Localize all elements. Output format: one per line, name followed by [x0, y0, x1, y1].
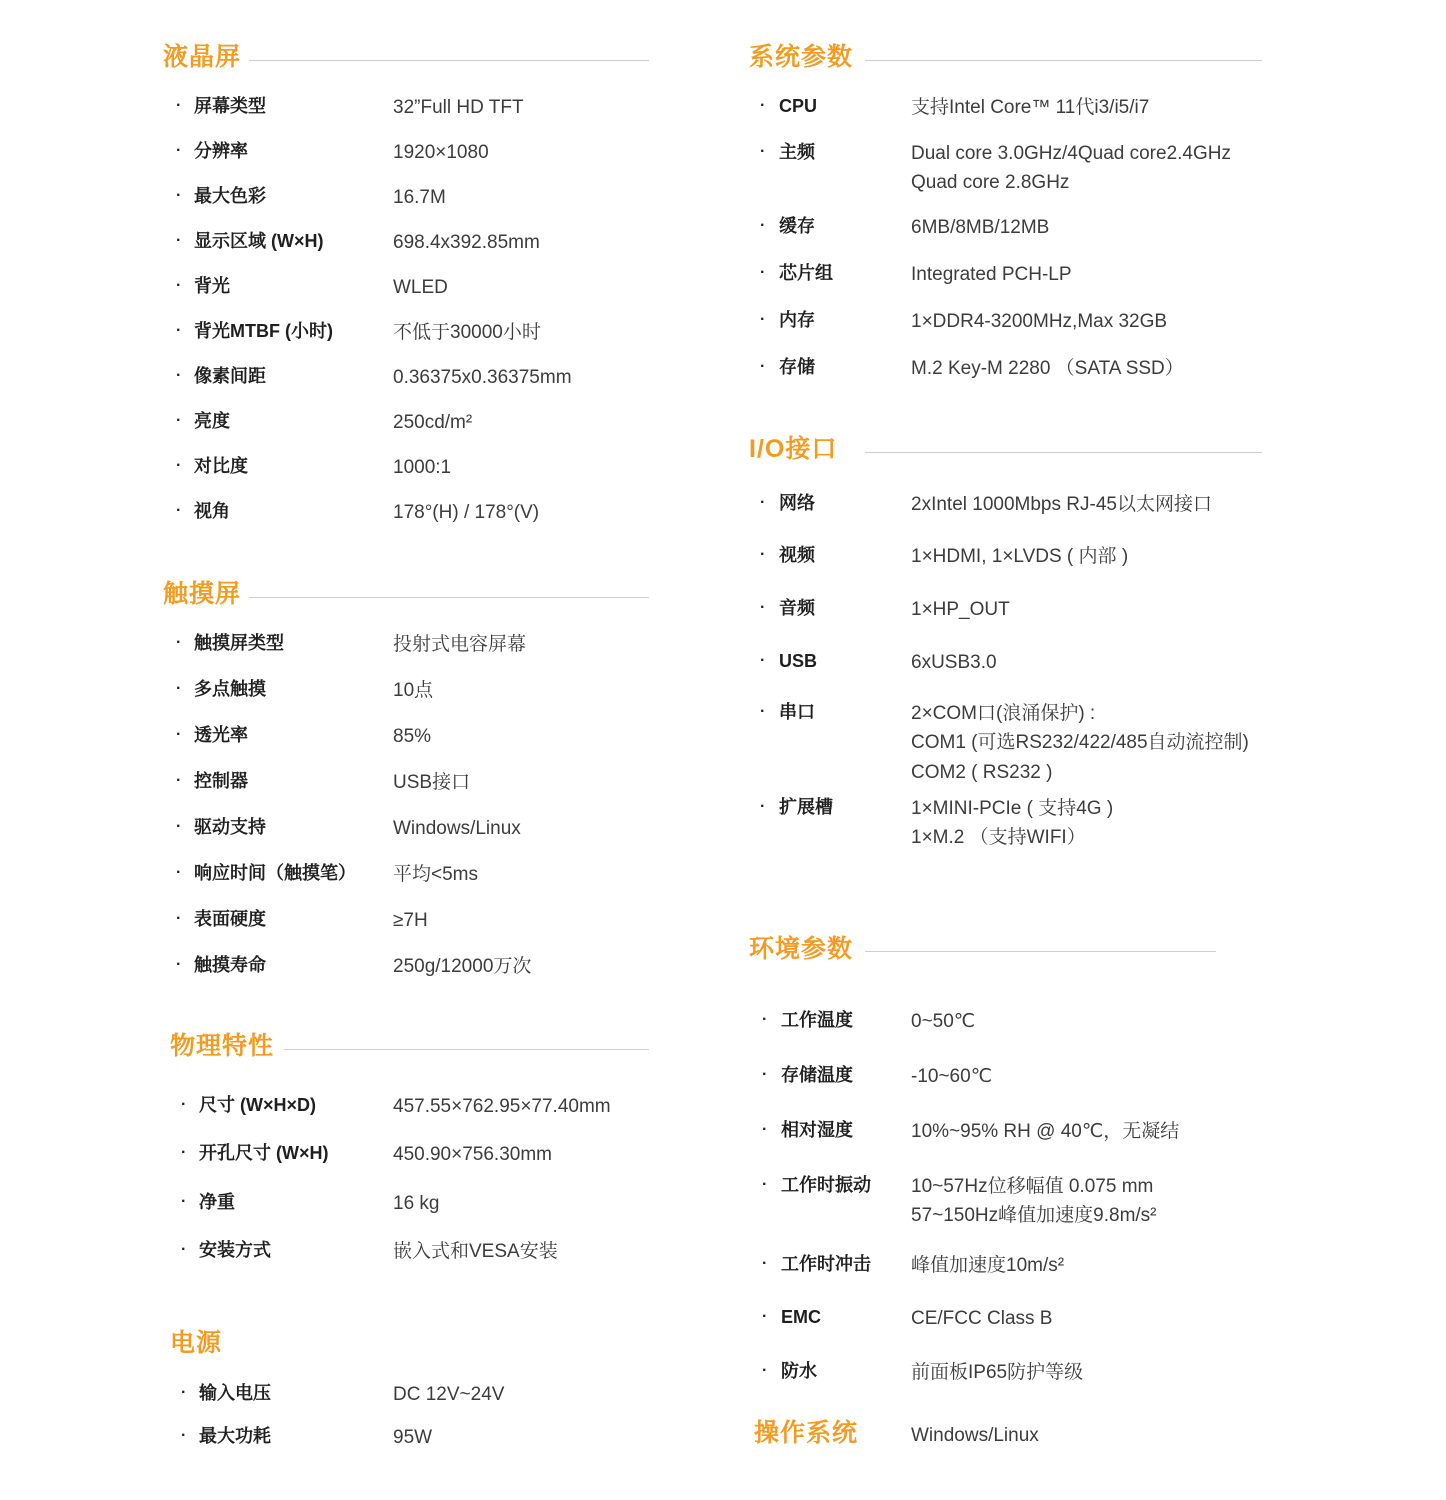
spec-label: 表面硬度 — [194, 909, 266, 929]
spec-label: USB — [779, 651, 818, 671]
bullet-icon: · — [762, 1362, 768, 1379]
spec-value: 2×COM口(浪涌保护) : COM1 (可选RS232/422/485自动流控制) COM2 ( RS232 ) — [911, 703, 1249, 783]
bullet-icon: · — [176, 634, 182, 651]
spec-label: 输入电压 — [199, 1383, 271, 1403]
spec-value: 16.7M — [393, 187, 446, 208]
spec-label: 工作时冲击 — [781, 1254, 871, 1274]
section-title-power: 电源 — [170, 1329, 223, 1357]
bullet-icon: · — [176, 910, 182, 927]
spec-value: 250g/12000万次 — [393, 956, 532, 977]
bullet-icon: · — [762, 1121, 768, 1138]
spec-label: 扩展槽 — [779, 797, 833, 817]
bullet-icon: · — [176, 956, 182, 973]
section-title-touch: 触摸屏 — [163, 580, 242, 608]
spec-value: 10~57Hz位移幅值 0.075 mm 57~150Hz峰值加速度9.8m/s² — [911, 1176, 1157, 1227]
spec-label: CPU — [779, 96, 818, 116]
spec-label: 开孔尺寸 (W×H) — [199, 1143, 329, 1163]
spec-label: 触摸寿命 — [194, 955, 266, 975]
spec-value: 支持Intel Core™ 11代i3/i5/i7 — [911, 97, 1150, 118]
spec-value: 10%~95% RH @ 40℃，无凝结 — [911, 1121, 1180, 1142]
spec-value: WLED — [393, 277, 448, 298]
bullet-icon: · — [176, 726, 182, 743]
spec-value: 前面板IP65防护等级 — [911, 1362, 1084, 1383]
section-divider-env — [865, 951, 1216, 952]
bullet-icon: · — [176, 187, 182, 204]
section-divider-system — [865, 60, 1262, 61]
spec-value: 嵌入式和VESA安装 — [393, 1241, 558, 1262]
spec-value: -10~60℃ — [911, 1066, 993, 1087]
bullet-icon: · — [760, 97, 766, 114]
spec-label: 响应时间（触摸笔） — [194, 863, 356, 883]
spec-label: 串口 — [779, 702, 815, 722]
spec-label: 视角 — [194, 501, 230, 521]
spec-label: 缓存 — [779, 216, 815, 236]
section-title-system: 系统参数 — [749, 43, 854, 71]
spec-label: 芯片组 — [779, 263, 833, 283]
section-title-env: 环境参数 — [749, 935, 854, 963]
spec-value: 1920×1080 — [393, 142, 489, 163]
spec-label: 存储温度 — [781, 1065, 853, 1085]
spec-value: Dual core 3.0GHz/4Quad core2.4GHz Quad core 2.8GHz — [911, 143, 1231, 194]
section-title-os: 操作系统 — [754, 1419, 859, 1447]
spec-value: 0.36375x0.36375mm — [393, 367, 572, 388]
bullet-icon: · — [762, 1066, 768, 1083]
section-divider-io — [865, 452, 1262, 453]
spec-label: 亮度 — [194, 411, 230, 431]
section-title-physical: 物理特性 — [170, 1032, 275, 1060]
bullet-icon: · — [760, 217, 766, 234]
spec-label: 净重 — [199, 1192, 235, 1212]
spec-label: 安装方式 — [199, 1240, 271, 1260]
spec-value: 不低于30000小时 — [393, 322, 541, 343]
spec-value: 1×MINI-PCIe ( 支持4G ) 1×M.2 （支持WIFI） — [911, 798, 1114, 849]
spec-value: 6xUSB3.0 — [911, 652, 997, 673]
os-value: Windows/Linux — [911, 1425, 1039, 1446]
spec-label: 最大功耗 — [199, 1426, 271, 1446]
spec-label: 背光MTBF (小时) — [194, 321, 333, 341]
spec-value: M.2 Key-M 2280 （SATA SSD） — [911, 358, 1184, 379]
spec-value: ≥7H — [393, 910, 428, 931]
spec-value: 1×HDMI, 1×LVDS ( 内部 ) — [911, 546, 1129, 567]
spec-label: 背光 — [194, 276, 230, 296]
spec-label: 视频 — [779, 545, 815, 565]
spec-value: 1×DDR4-3200MHz,Max 32GB — [911, 311, 1168, 332]
bullet-icon: · — [176, 502, 182, 519]
spec-value: 1×HP_OUT — [911, 599, 1010, 620]
bullet-icon: · — [181, 1096, 187, 1113]
spec-label: 屏幕类型 — [194, 96, 266, 116]
section-title-lcd: 液晶屏 — [163, 43, 242, 71]
bullet-icon: · — [760, 798, 766, 815]
spec-label: 网络 — [779, 493, 815, 513]
bullet-icon: · — [760, 143, 766, 160]
spec-label: 防水 — [781, 1361, 817, 1381]
bullet-icon: · — [176, 680, 182, 697]
bullet-icon: · — [762, 1176, 768, 1193]
bullet-icon: · — [181, 1241, 187, 1258]
spec-value: 1000:1 — [393, 457, 452, 478]
bullet-icon: · — [762, 1308, 768, 1325]
spec-label: 主频 — [779, 142, 815, 162]
spec-label: 显示区域 (W×H) — [194, 231, 324, 251]
bullet-icon: · — [176, 322, 182, 339]
bullet-icon: · — [176, 412, 182, 429]
spec-value: 2xIntel 1000Mbps RJ-45以太网接口 — [911, 494, 1212, 515]
spec-label: 驱动支持 — [194, 817, 266, 837]
spec-label: 工作时振动 — [781, 1175, 871, 1195]
bullet-icon: · — [760, 358, 766, 375]
spec-value: 32”Full HD TFT — [393, 97, 524, 118]
spec-value: USB接口 — [393, 772, 471, 793]
bullet-icon: · — [181, 1427, 187, 1444]
bullet-icon: · — [760, 599, 766, 616]
bullet-icon: · — [176, 142, 182, 159]
spec-value: 0~50℃ — [911, 1011, 976, 1032]
spec-value: 457.55×762.95×77.40mm — [393, 1096, 611, 1117]
spec-label: 尺寸 (W×H×D) — [199, 1095, 316, 1115]
spec-value: DC 12V~24V — [393, 1384, 505, 1405]
bullet-icon: · — [762, 1011, 768, 1028]
spec-value: 峰值加速度10m/s² — [911, 1255, 1065, 1276]
bullet-icon: · — [760, 494, 766, 511]
spec-label: 内存 — [779, 310, 815, 330]
spec-value: 95W — [393, 1427, 433, 1448]
bullet-icon: · — [176, 818, 182, 835]
spec-label: 多点触摸 — [194, 679, 266, 699]
section-divider-lcd — [249, 60, 649, 61]
spec-label: 工作温度 — [781, 1010, 853, 1030]
spec-label: 音频 — [779, 598, 815, 618]
spec-label: 最大色彩 — [194, 186, 266, 206]
bullet-icon: · — [181, 1144, 187, 1161]
spec-value: 698.4x392.85mm — [393, 232, 540, 253]
spec-value: 178°(H) / 178°(V) — [393, 502, 540, 523]
bullet-icon: · — [760, 311, 766, 328]
spec-value: 10点 — [393, 680, 434, 701]
spec-value: 250cd/m² — [393, 412, 473, 433]
spec-value: Windows/Linux — [393, 818, 521, 839]
spec-label: EMC — [781, 1307, 821, 1327]
spec-label: 分辨率 — [194, 141, 248, 161]
bullet-icon: · — [176, 97, 182, 114]
bullet-icon: · — [760, 652, 766, 669]
bullet-icon: · — [181, 1384, 187, 1401]
spec-value: 平均<5ms — [393, 864, 478, 885]
spec-label: 相对湿度 — [781, 1120, 853, 1140]
spec-label: 对比度 — [194, 456, 248, 476]
spec-value: Integrated PCH-LP — [911, 264, 1072, 285]
bullet-icon: · — [176, 864, 182, 881]
bullet-icon: · — [762, 1255, 768, 1272]
spec-value: 6MB/8MB/12MB — [911, 217, 1050, 238]
bullet-icon: · — [176, 772, 182, 789]
spec-value: 85% — [393, 726, 432, 747]
spec-label: 透光率 — [194, 725, 248, 745]
bullet-icon: · — [176, 277, 182, 294]
spec-value: 投射式电容屏幕 — [393, 634, 527, 655]
spec-value: 450.90×756.30mm — [393, 1144, 552, 1165]
section-divider-touch — [249, 597, 649, 598]
spec-label: 触摸屏类型 — [194, 633, 284, 653]
spec-label: 像素间距 — [194, 366, 266, 386]
spec-label: 存储 — [779, 357, 815, 377]
bullet-icon: · — [760, 546, 766, 563]
bullet-icon: · — [176, 232, 182, 249]
bullet-icon: · — [760, 703, 766, 720]
bullet-icon: · — [176, 367, 182, 384]
bullet-icon: · — [181, 1193, 187, 1210]
section-title-io: I/O接口 — [749, 435, 838, 463]
section-divider-physical — [284, 1049, 649, 1050]
bullet-icon: · — [760, 264, 766, 281]
spec-value: CE/FCC Class B — [911, 1308, 1053, 1329]
spec-value: 16 kg — [393, 1193, 440, 1214]
spec-label: 控制器 — [194, 771, 248, 791]
bullet-icon: · — [176, 457, 182, 474]
